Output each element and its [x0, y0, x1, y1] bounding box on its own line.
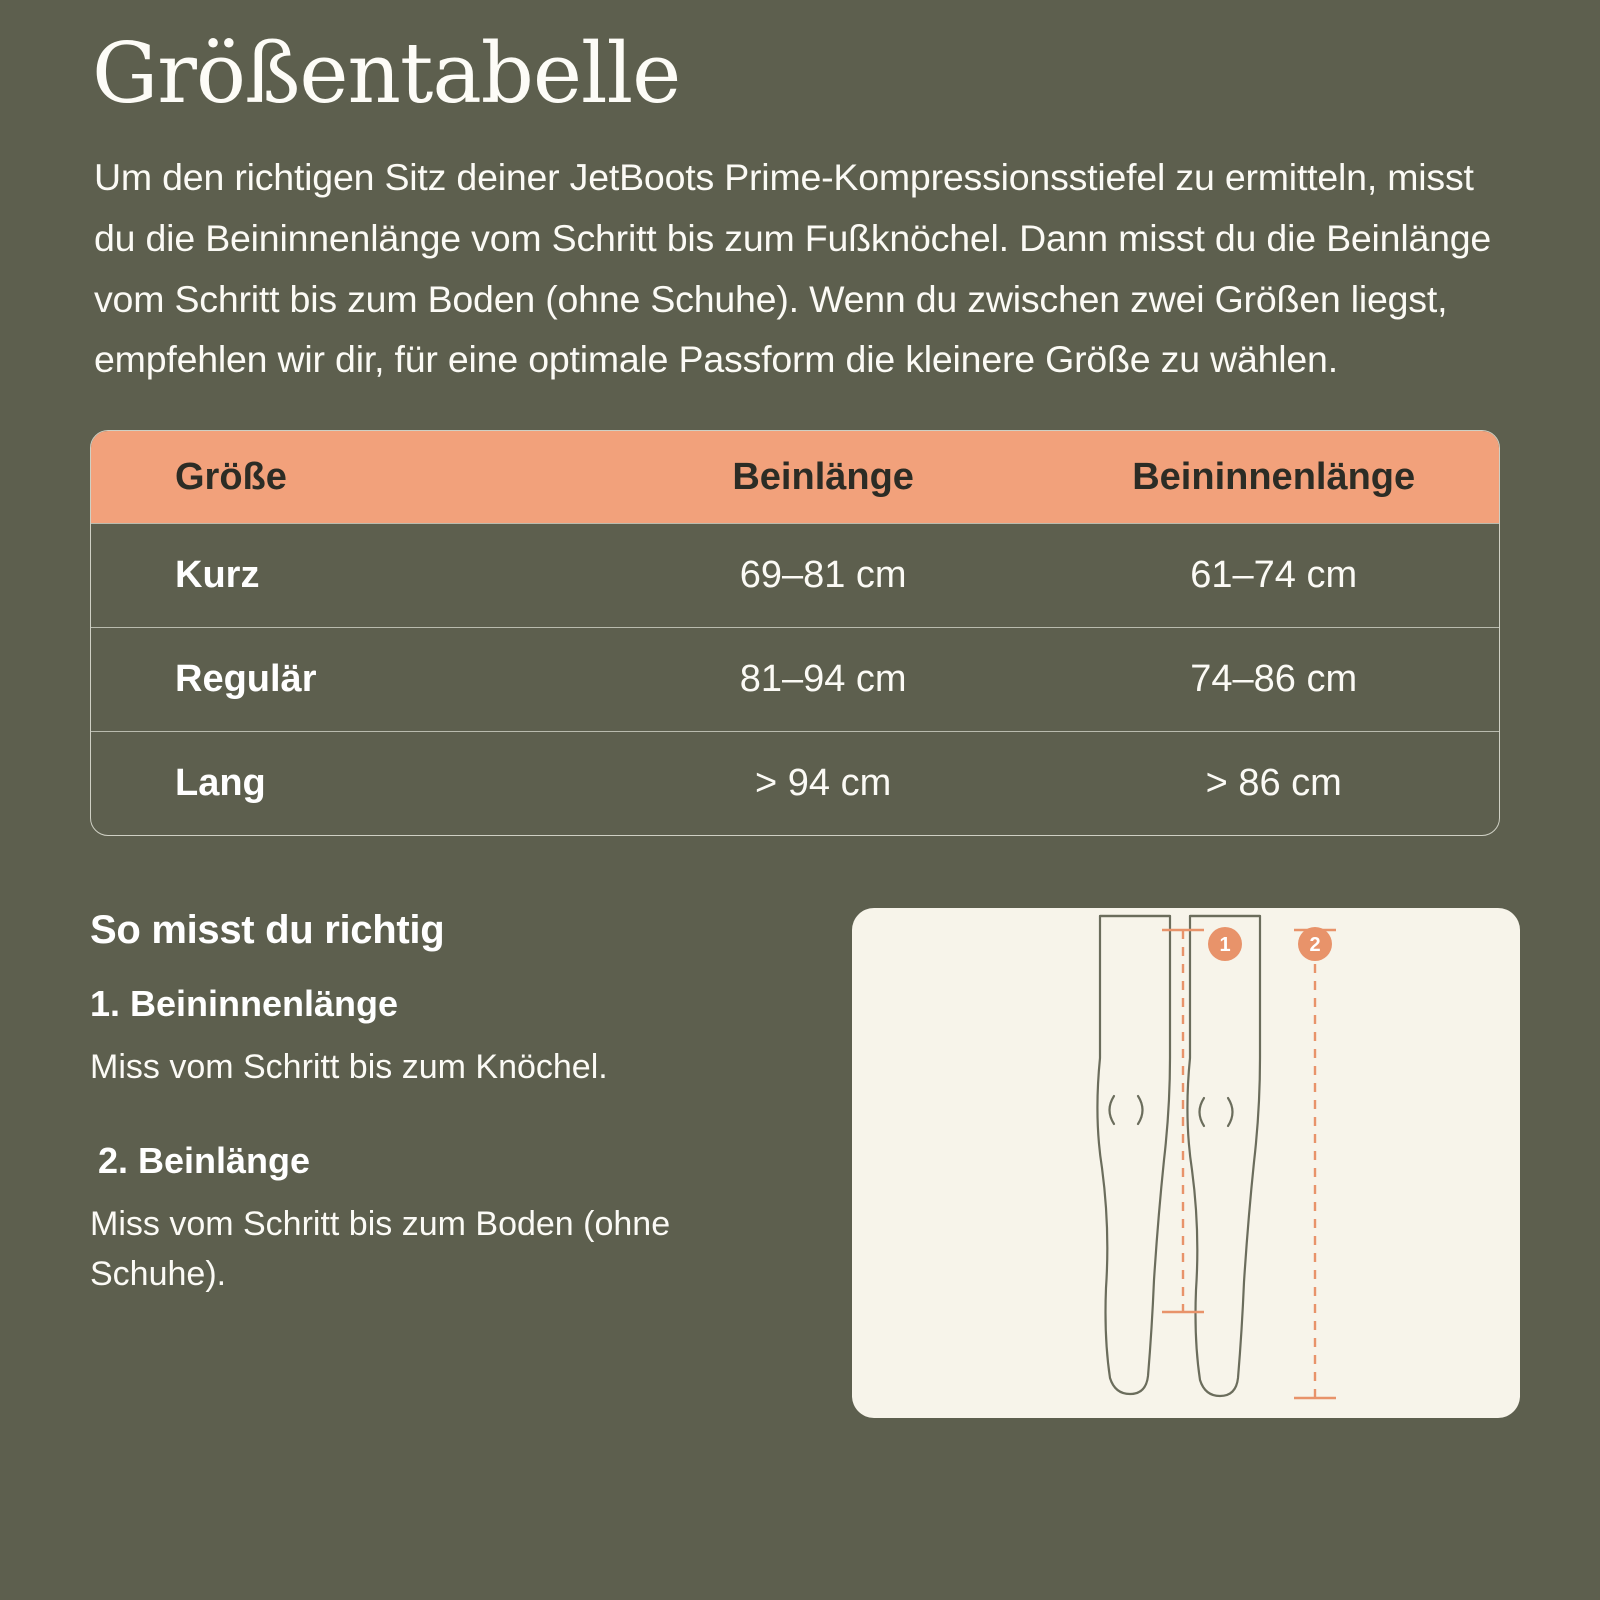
- table-header-row: [91, 431, 1499, 523]
- cell-size: Kurz: [175, 554, 260, 597]
- intro-text: Um den richtigen Sitz deiner JetBoots Prime-Kompressionsstiefel zu ermitteln, misst du die Beininnenlänge vom Schritt bis zum Fußknöchel. Dann misst du die Beinlänge vom Schritt bis zum Boden (ohne Schuhe). Wenn du zwischen zwei Größen liegst, empfehlen wir dir, für eine optimale Passform die kleinere Größe zu wählen.: [94, 156, 1492, 381]
- howto-heading: So misst du richtig: [90, 908, 445, 953]
- cell-size: Regulär: [175, 658, 317, 701]
- table-header-leg-length: Beinlänge: [732, 455, 914, 498]
- size-table: [90, 430, 1500, 836]
- howto-section: [90, 908, 1520, 1418]
- page-title: Größentabelle: [92, 25, 681, 122]
- table-row: [91, 627, 1499, 731]
- step-1-title: 1. Beininnenlänge: [90, 983, 399, 1025]
- measurement-illustration: [852, 908, 1520, 1418]
- cell-leg-length: > 94 cm: [755, 762, 892, 805]
- table-row: [91, 523, 1499, 627]
- step-2-title: 2. Beinlänge: [98, 1140, 311, 1182]
- marker-1-label: 1: [1219, 934, 1231, 957]
- cell-inseam: > 86 cm: [1205, 762, 1342, 805]
- cell-size: Lang: [175, 762, 266, 805]
- cell-leg-length: 69–81 cm: [739, 554, 907, 597]
- step-2-text: Miss vom Schritt bis zum Boden (ohne Schuhe).: [90, 1205, 671, 1293]
- cell-inseam: 74–86 cm: [1190, 658, 1358, 701]
- marker-2-label: 2: [1309, 934, 1321, 957]
- step-1-text: Miss vom Schritt bis zum Knöchel.: [90, 1048, 608, 1087]
- howto-text-column: [90, 908, 812, 1418]
- table-header-size: Größe: [175, 455, 287, 498]
- table-row: [91, 731, 1499, 835]
- table-header-inseam: Beininnenlänge: [1132, 455, 1416, 498]
- cell-leg-length: 81–94 cm: [739, 658, 907, 701]
- cell-inseam: 61–74 cm: [1190, 554, 1358, 597]
- legs-diagram: [852, 908, 1520, 1418]
